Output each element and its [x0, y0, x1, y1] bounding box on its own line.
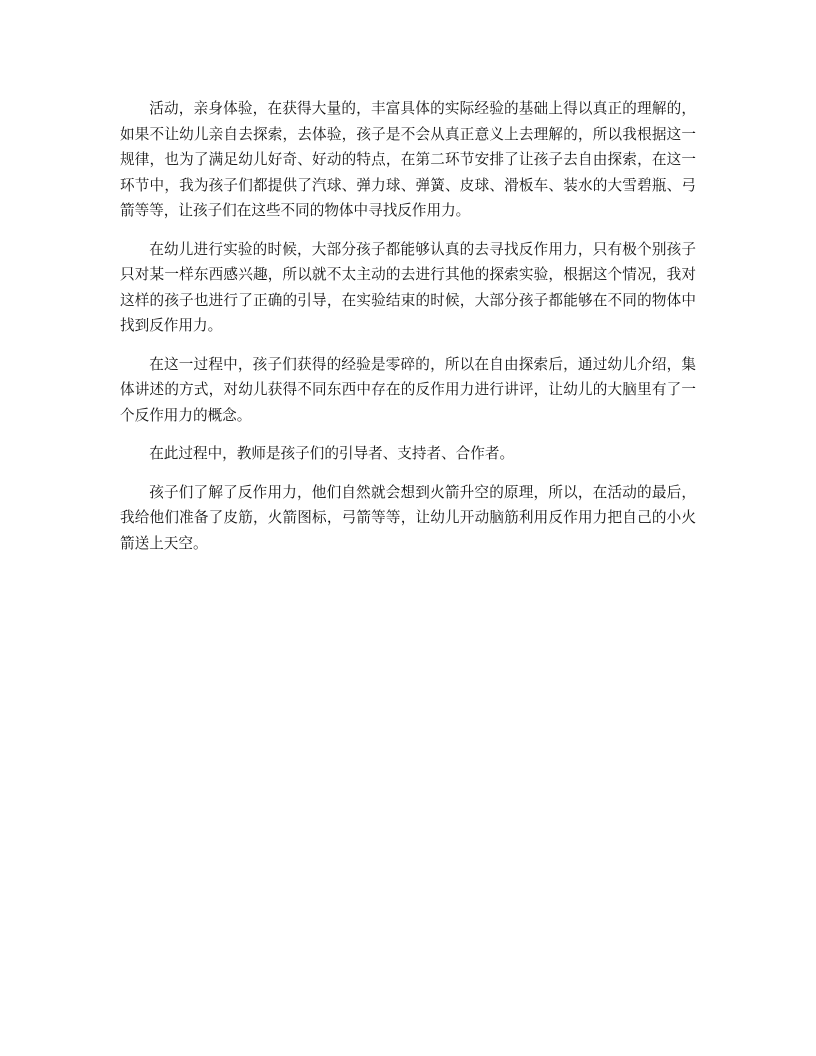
- paragraph-3: 在这一过程中，孩子们获得的经验是零碎的，所以在自由探索后，通过幼儿介绍，集体讲述的方式，对幼儿获得不同东西中存在的反作用力进行讲评，让幼儿的大脑里有了一个反作用力的概念。: [120, 355, 696, 424]
- paragraph-1: 活动，亲身体验，在获得大量的，丰富具体的实际经验的基础上得以真正的理解的，如果不让幼儿亲自去探索，去体验，孩子是不会从真正意义上去理解的，所以我根据这一规律，也为了满足幼儿好奇、好动的特点，在第二环节安排了让孩子去自由探索，在这一环节中，我为孩子们都提供了汽球、弹力球、弹簧、皮球、滑板车、装水的大雪碧瓶、弓箭等等，让孩子们在这些不同的物体中寻找反作用力。: [120, 100, 696, 219]
- paragraph-4: 在此过程中，教师是孩子们的引导者、支持者、合作者。: [149, 445, 515, 462]
- paragraph-5: 孩子们了解了反作用力，他们自然就会想到火箭升空的原理，所以，在活动的最后，我给他们准备了皮筋，火箭图标，弓箭等等，让幼儿开动脑筋利用反作用力把自己的小火箭送上天空。: [120, 483, 696, 552]
- document-body: [120, 96, 696, 569]
- paragraph-2: 在幼儿进行实验的时候，大部分孩子都能够认真的去寻找反作用力，只有极个别孩子只对某一样东西感兴趣，所以就不太主动的去进行其他的探索实验，根据这个情况，我对这样的孩子也进行了正确的引导，在实验结束的时候，大部分孩子都能够在不同的物体中找到反作用力。: [120, 240, 696, 334]
